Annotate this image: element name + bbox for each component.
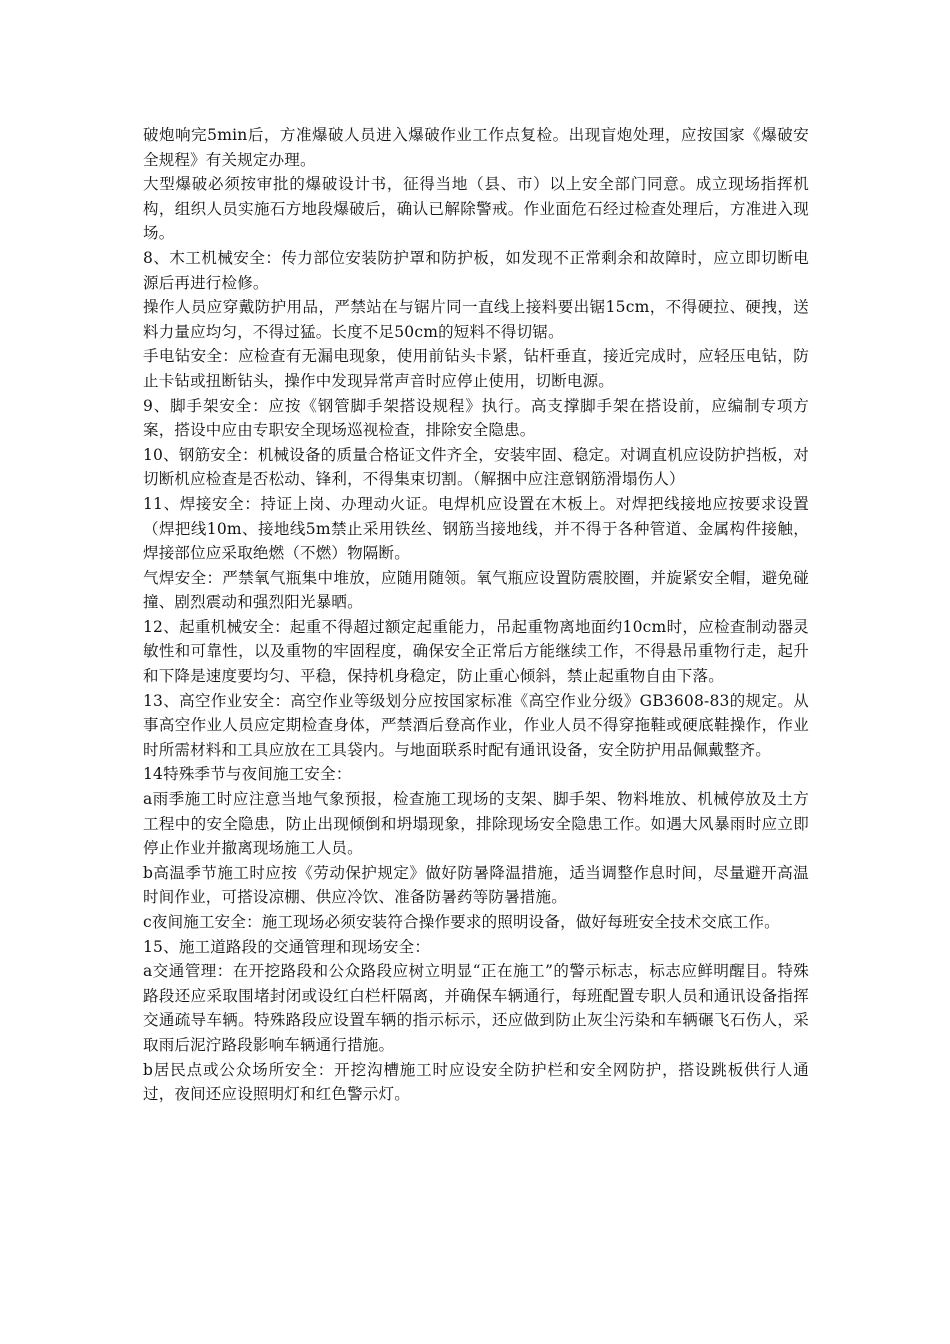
paragraph-height-work-safety: 13、高空作业安全：高空作业等级划分应按国家标准《高空作业分级》GB3608-83的规定。从事高空作业人员应定期检查身体，严禁酒后登高作业，作业人员不得穿拖鞋或硬底鞋操作，作业时所需材料和工具应放在工具袋内。与地面联系时配有通讯设备，安全防护用品佩戴整齐。 [143, 691, 809, 759]
paragraph-crane-safety: 12、起重机械安全：起重不得超过额定起重能力，吊起重物离地面约10cm时，应检查制动器灵敏性和可靠性，以及重物的牢固程度，确保安全正常后方能继续工作，不得悬吊重物行走，起升和下降是速度要均匀、平稳，保持机身稳定，防止重心倾斜，禁止起重物自由下落。 [143, 617, 809, 686]
paragraph-blasting-recheck: 破炮响完5min后，方准爆破人员进入爆破作业工作点复检。出现盲炮处理，应按国家《爆破安全规程》有关规定办理。 [143, 126, 809, 169]
paragraph-hot-season: b高温季节施工时应按《劳动保护规定》做好防暑降温措施，适当调整作息时间，尽量避开高温时间作业，可搭设凉棚、供应冷饮、准备防暑药等防暑措施。 [143, 863, 809, 907]
paragraph-season-night-heading: 14特殊季节与夜间施工安全： [143, 765, 352, 784]
paragraph-rainy-season: a雨季施工时应注意当地气象预报，检查施工现场的支架、脚手架、物料堆放、机械停放及土方工程中的安全隐患，防止出现倾倒和坍塌现象，排除现场安全隐患工作。如遇大风暴雨时应立即停止作业并撤离现场施工人员。 [143, 790, 809, 858]
paragraph-woodworking-safety: 8、木工机械安全：传力部位安装防护罩和防护板，如发现不正常剩余和故障时，应立即切断电源后再进行检修。 [143, 248, 809, 292]
paragraph-traffic-heading: 15、施工道路段的交通管理和现场安全： [143, 937, 431, 956]
paragraph-large-blasting: 大型爆破必须按审批的爆破设计书，征得当地（县、市）以上安全部门同意。成立现场指挥机构，组织人员实施石方地段爆破后，确认已解除警戒。作业面危石经过检查处理后，方准进入现场。 [143, 175, 809, 243]
paragraph-residential-safety: b居民点或公众场所安全：开挖沟槽施工时应设安全防护栏和安全网防护，搭设跳板供行人通过，夜间还应设照明灯和红色警示灯。 [143, 1060, 809, 1104]
paragraph-traffic-management: a交通管理：在开挖路段和公众路段应树立明显“正在施工”的警示标志，标志应鲜明醒目。特殊路段还应采取围堵封闭或设红白栏杆隔离，并确保车辆通行，每班配置专职人员和通讯设备指挥交通疏导车辆。特殊路段应设置车辆的指示标示，还应做到防止灰尘污染和车辆碾飞石伤人，采取雨后泥泞路段影响车辆通行措施。 [143, 962, 809, 1054]
paragraph-rebar-safety: 10、钢筋安全：机械设备的质量合格证文件齐全，安装牢固、稳定。对调直机应设防护挡板，对切断机应检查是否松动、锋利，不得集束切割。（解捆中应注意钢筋滑塌伤人） [143, 445, 809, 489]
paragraph-scaffold-safety: 9、脚手架安全：应按《钢管脚手架搭设规程》执行。高支撑脚手架在搭设前，应编制专项方案，搭设中应由专职安全现场巡视检查，排除安全隐患。 [143, 396, 809, 440]
document-body [143, 123, 809, 1107]
paragraph-night-work: c夜间施工安全：施工现场必须安装符合操作要求的照明设备，做好每班安全技术交底工作。 [143, 913, 780, 931]
paragraph-welding-safety: 11、焊接安全：持证上岗、办理动火证。电焊机应设置在木板上。对焊把线接地应按要求设置（焊把线10m、接地线5m禁止采用铁丝、钢筋当接地线，并不得于各种管道、金属构件接触，焊接部位应采取绝燃（不燃）物隔断。 [143, 494, 809, 563]
paragraph-operator-protection: 操作人员应穿戴防护用品，严禁站在与锯片同一直线上接料要出锯15cm，不得硬拉、硬拽，送料力量应均匀，不得过猛。长度不足50cm的短料不得切锯。 [143, 298, 809, 341]
paragraph-gas-welding-safety: 气焊安全：严禁氧气瓶集中堆放，应随用随领。氧气瓶应设置防震胶圈，并旋紧安全帽，避免碰撞、剧烈震动和强烈阳光暴晒。 [143, 568, 809, 612]
paragraph-hand-drill-safety: 手电钻安全：应检查有无漏电现象，使用前钻头卡紧，钻杆垂直，接近完成时，应轻压电钻，防止卡钻或扭断钻头，操作中发现异常声音时应停止使用，切断电源。 [143, 347, 809, 390]
